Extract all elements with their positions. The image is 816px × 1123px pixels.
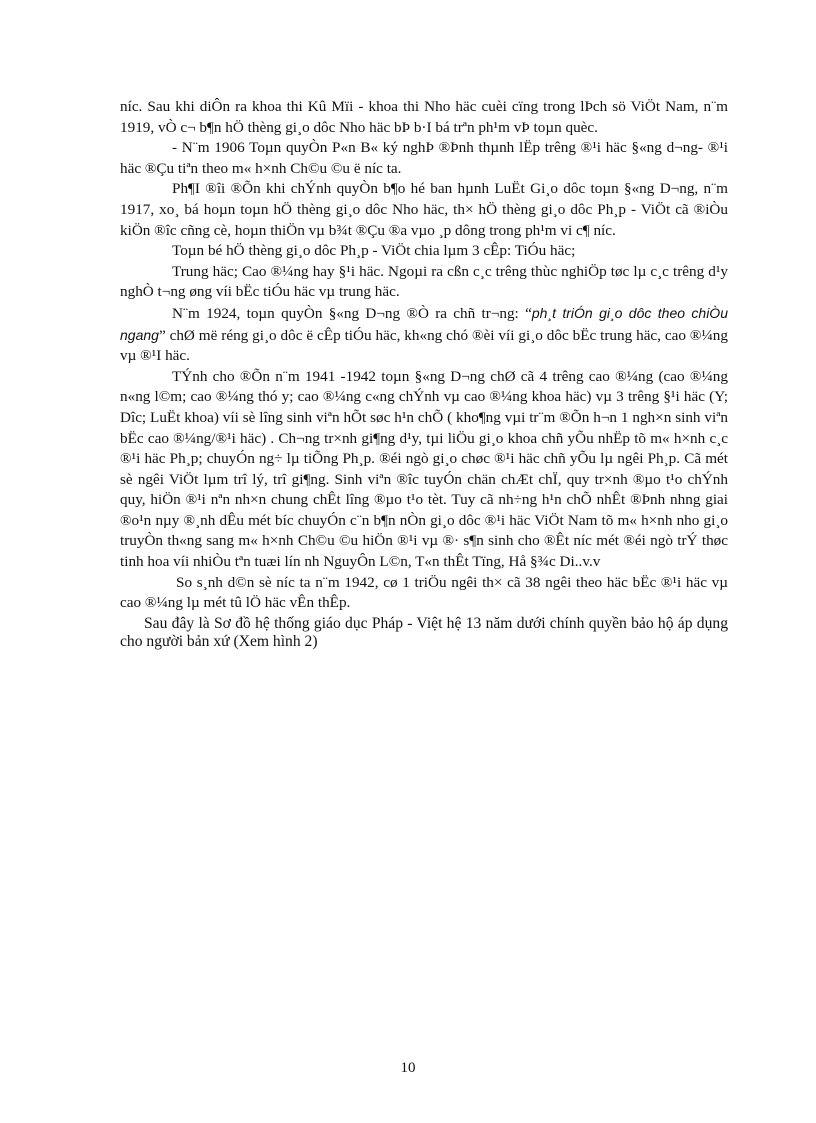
paragraph-3: Ph¶I ®îi ®Õn khi chÝnh quyÒn b¶o hé ban hµnh LuËt Gi¸o dôc toµn §«ng D¬ng, n¨m 1917, xo¸ bá hoµn toµn hÖ thèng gi¸o dôc Nho häc, th× hÖ thèng gi¸o dôc Ph¸p - ViÖt cã ®iÒu kiÖn ®îc cñng cè, hoµn thiÖn vµ b¾t ®Çu ®a vµo ¸p dông trong ph¹m vi c¶ níc. — [120, 180, 728, 239]
paragraph-9: Sau đây là Sơ đồ hệ thống giáo dục Pháp - Việt hệ 13 năm dưới chính quyền bảo hộ áp dụng cho người bản xứ (Xem hình 2) — [120, 614, 728, 650]
paragraph-6 — [120, 303, 728, 367]
paragraph-5: Trung häc; Cao ®¼ng hay §¹i häc. Ngoµi ra cßn c¸c trêng thùc nghiÖp tøc lµ c¸c trêng d¹y nghÒ t¬ng øng víi bËc tiÓu häc vµ trung häc. — [120, 262, 728, 301]
page-number: 10 — [400, 1060, 416, 1076]
paragraph-2: - N¨m 1906 Toµn quyÒn P«n B« ký nghÞ ®Þnh thµnh lËp trêng ®¹i häc §«ng d¬ng- ®¹i häc ®Çu tiªn theo m« h×nh Ch©u ©u ë níc ta. — [120, 139, 728, 177]
body-text — [120, 97, 728, 651]
paragraph-6-text-b: ” chØ më réng gi¸o dôc ë cÊp tiÓu häc, kh«ng chó ®èi víi gi¸o dôc bËc trung häc, cao ®¼ng vµ ®¹I häc. — [120, 326, 728, 365]
paragraph-4: Toµn bé hÖ thèng gi¸o dôc Ph¸p - ViÖt chia lµm 3 cÊp: TiÓu häc; — [172, 242, 576, 260]
paragraph-6-text-a: N¨m 1924, toµn quyÒn §«ng D¬ng ®Ò ra chñ tr¬ng: “ — [172, 304, 532, 322]
paragraph-8: So s¸nh d©n sè níc ta n¨m 1942, cø 1 triÖu ngêi th× cã 38 ngêi theo häc bËc ®¹i häc vµ cao ®¼ng lµ mét tû lÖ häc vÊn thÊp. — [120, 573, 728, 612]
paragraph-7: TÝnh cho ®Õn n¨m 1941 -1942 toµn §«ng D¬ng chØ cã 4 trêng cao ®¼ng (cao ®¼ng n«ng l©m; cao ®¼ng thó y; cao ®¼ng c«ng chÝnh vµ cao ®¼ng khoa häc) vµ 3 trêng §¹i häc (Y; Dîc; LuËt khoa) víi sè lîng sinh viªn hÕt søc h¹n chÕ ( kho¶ng vµi tr¨m ®Õn h¬n 1 ngh×n sinh viªn bËc cao ®¼ng/®¹i häc) . Ch¬ng tr×nh gi¶ng d¹y, tµi liÖu gi¸o khoa chñ yÕu nhËp tõ m« h×nh c¸c ®¹i häc Ph¸p; chuyÓn ng÷ lµ tiÕng Ph¸p. ®éi ngò gi¸o chøc ®¹i häc chñ yÕu lµ ngêi Ph¸p. Cã mét sè ngêi ViÖt lµm trî lý, trî gi¶ng. Sinh viªn ®îc tuyÓn chän chÆt chÏ, quy tr×nh ®µo t¹o chÝnh quy, hiÖn ®¹i nªn nh×n chung chÊt lîng ®µo t¹o tèt. Tuy cã nh÷ng h¹n chÕ nhÊt ®Þnh nhng giai ®o¹n nµy ®¸nh dÊu mét bíc chuyÓn c¨n b¶n nÒn gi¸o dôc ®¹i häc ViÖt Nam tõ m« h×nh nho gi¸o truyÒn th«ng sang m« h×nh Ch©u ©u hiÖn ®¹i vµ ®· s¶n sinh cho ®Êt níc mét ®éi ngò trÝ thøc tinh hoa víi nhiÒu tªn tuæi lín nh NguyÔn L©n, T«n thÊt Tïng, Hå §¾c Di..v.v — [120, 367, 728, 571]
paragraph-1: níc. Sau khi diÔn ra khoa thi Kû Mïi - khoa thi Nho häc cuèi cïng trong lÞch sö ViÖt Nam, n¨m 1919, vÒ c¬ b¶n hÖ thèng gi¸o dôc Nho häc bÞ b·I bá trªn ph¹m vÞ toµn quèc. — [120, 98, 728, 136]
paragraph-6-italic: ph¸t triÓn gi¸o dôc theo chiÒu ngang — [120, 304, 728, 343]
